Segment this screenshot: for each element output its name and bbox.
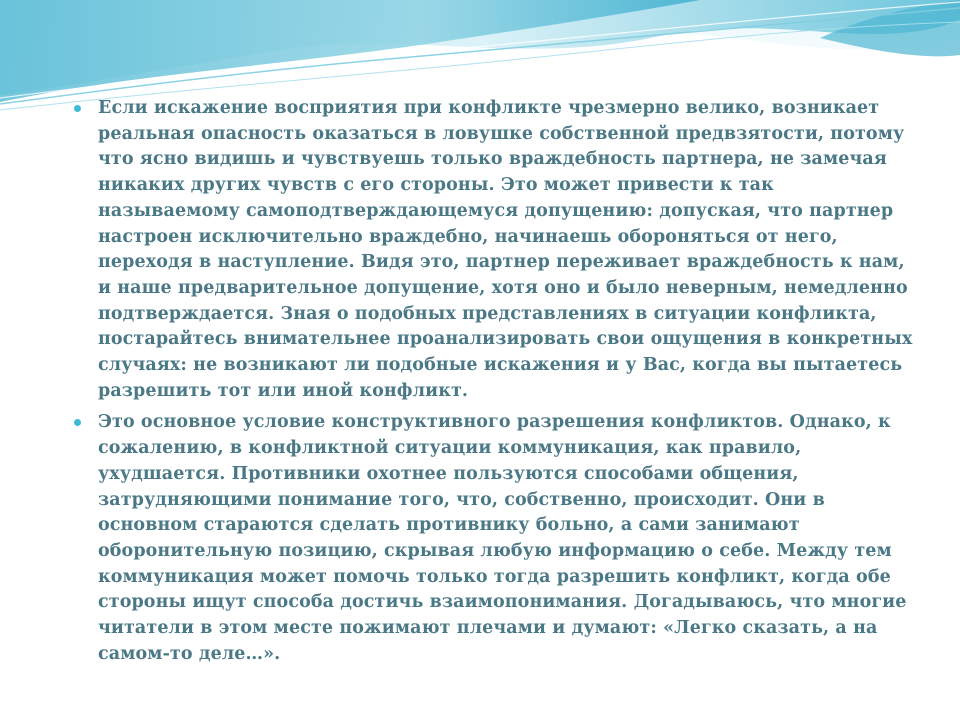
bullet-text: Если искажение восприятия при конфликте чрезмерно велико, возникает реальная опасность оказаться в ловушке собственной предвзятости, потому что ясно видишь и чувствуешь только враждебность партнера, не замечая никаких других чувств с его стороны. Это может привести к так называемому самоподтверждающемуся допущению: допуская, что партнер настроен исключительно враждебно, начинаешь обороняться от него, переходя в наступление. Видя это, партнер переживает враждебность к нам, и наше предварительное допущение, хотя оно и было неверным, немедленно подтверждается. Зная о подобных представлениях в ситуации конфликта, постарайтесь внимательнее проанализировать свои ощущения в конкретных случаях: не возникают ли подобные искажения и у Вас, когда вы пытаетесь разрешить тот или иной конфликт. [98,98,913,401]
bullet-item [74,410,914,667]
bullet-text: Это основное условие конструктивного разрешения конфликтов. Однако, к сожалению, в конфликтной ситуации коммуникация, как правило, ухудшается. Противники охотнее пользуются способами общения, затрудняющими понимание того, что, собственно, происходит. Они в основном стараются сделать противнику больно, а сами занимают оборонительную позицию, скрывая любую информацию о себе. Между тем коммуникация может помочь только тогда разрешить конфликт, когда обе стороны ищут способа достичь взаимопонимания. Догадываюсь, что многие читатели в этом месте пожимают плечами и думают: «Легко сказать, а на самом-то деле…». [98,412,907,664]
bullet-dot-icon [74,105,81,112]
bullet-dot-icon [74,419,81,426]
content-area [74,96,914,673]
bullet-item [74,96,914,404]
